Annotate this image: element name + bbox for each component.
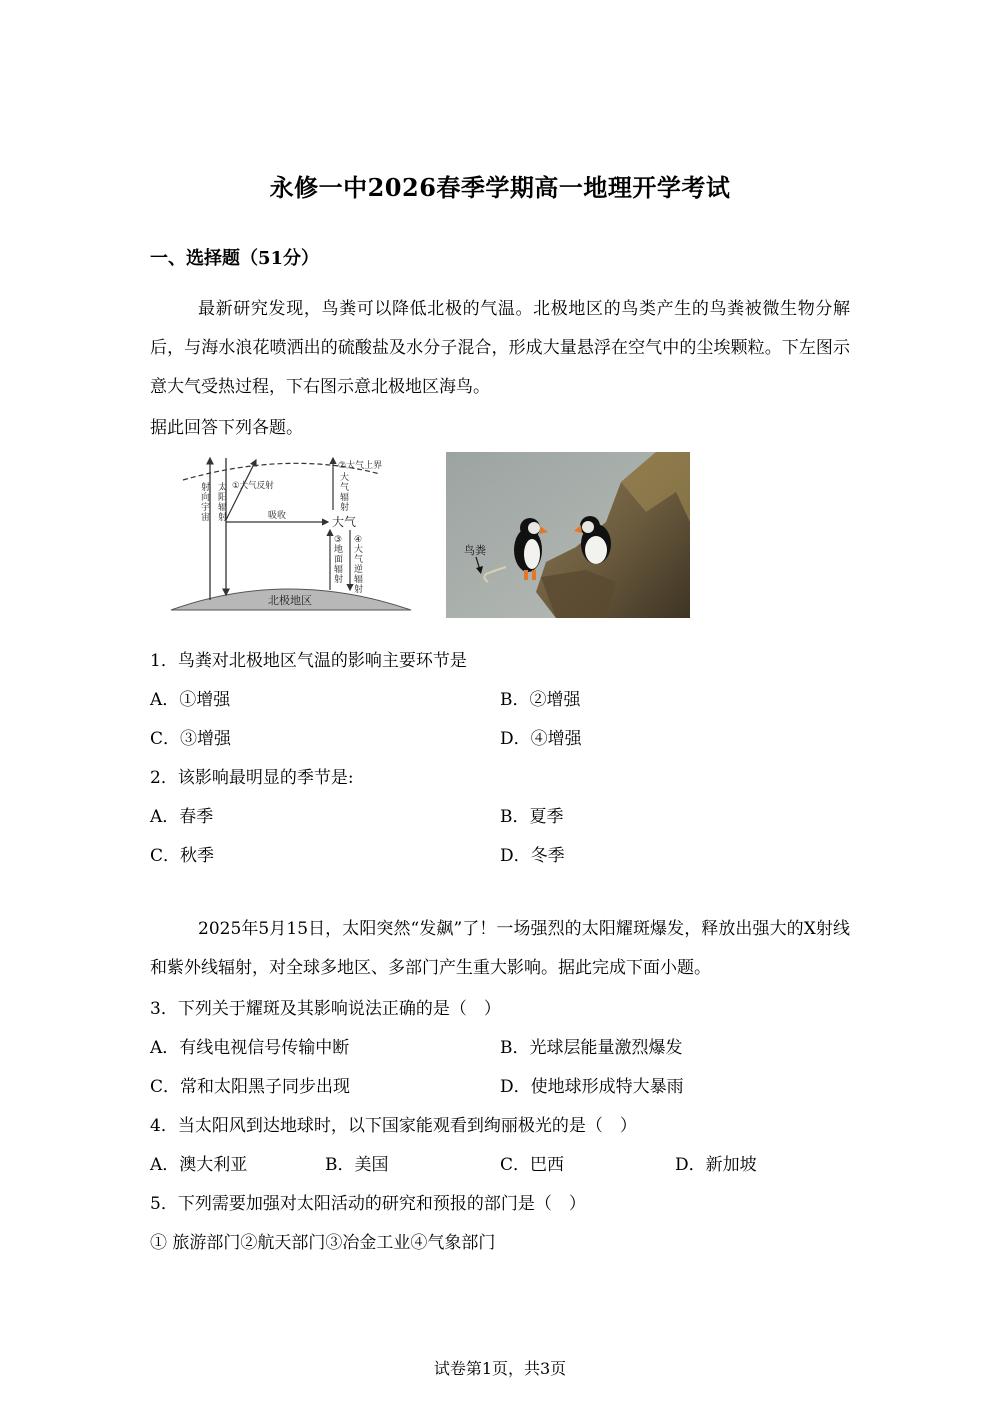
q4-option-c[interactable]: C．巴西 xyxy=(500,1155,565,1175)
q1-option-a[interactable]: A．①增强 xyxy=(150,690,231,710)
q2-option-a[interactable]: A．春季 xyxy=(150,807,214,827)
question-4-stem: 4．当太阳风到达地球时，以下国家能观看到绚丽极光的是（ ） xyxy=(150,1116,637,1136)
diagram-region-label: 北极地区 xyxy=(268,594,312,607)
atmosphere-heating-diagram xyxy=(168,450,413,616)
q3-option-b[interactable]: B．光球层能量激烈爆发 xyxy=(500,1038,683,1058)
diagram-counter-rad-label: ④ 大气逆辐射 xyxy=(354,535,364,595)
q1-option-b[interactable]: B．②增强 xyxy=(500,690,581,710)
q4-option-d[interactable]: D．新加坡 xyxy=(675,1155,757,1175)
diagram-absorb-label: 吸收 xyxy=(268,511,287,521)
page-title: 永修一中2026春季学期高一地理开学考试 xyxy=(269,173,731,202)
guano-label: 鸟粪 xyxy=(464,544,486,557)
q2-option-c[interactable]: C．秋季 xyxy=(150,846,215,866)
page-footer: 试卷第1页，共3页 xyxy=(433,1359,567,1378)
solar-flare-paragraph: 2025年5月15日，太阳突然“发飙”了！一场强烈的太阳耀斑爆发，释放出强大的X射线和紫外线辐射，对全球多地区、多部门产生重大影响。据此完成下面小题。 xyxy=(150,919,850,978)
q5-items: ① 旅游部门②航天部门③冶金工业④气象部门 xyxy=(150,1233,496,1253)
q3-option-d[interactable]: D．使地球形成特大暴雨 xyxy=(500,1077,684,1097)
question-3-stem: 3．下列关于耀斑及其影响说法正确的是（ ） xyxy=(150,999,501,1019)
diagram-top-label: ②大气上界 xyxy=(338,461,383,471)
diagram-reflect-label: ①大气反射 xyxy=(232,481,274,491)
instruction-text: 据此回答下列各题。 xyxy=(150,418,303,438)
question-5-stem: 5．下列需要加强对太阳活动的研究和预报的部门是（ ） xyxy=(150,1194,586,1214)
q3-option-c[interactable]: C．常和太阳黑子同步出现 xyxy=(150,1077,351,1097)
diagram-solar-label: 太阳辐射 xyxy=(218,483,228,523)
q2-option-b[interactable]: B．夏季 xyxy=(500,807,564,827)
section-heading: 一、选择题（51分） xyxy=(150,248,320,269)
q4-option-a[interactable]: A．澳大利亚 xyxy=(150,1155,248,1175)
diagram-space-label: 射向宇宙 xyxy=(201,483,211,523)
q1-option-c[interactable]: C．③增强 xyxy=(150,729,232,749)
diagram-atm-rad-label: 大气辐射 xyxy=(340,473,350,513)
question-1-stem: 1．鸟粪对北极地区气温的影响主要环节是 xyxy=(150,651,467,671)
diagram-ground-rad-label: ③ 地面辐射 xyxy=(334,535,344,585)
arctic-seabird-photo xyxy=(446,452,690,618)
intro-paragraph: 最新研究发现，鸟粪可以降低北极的气温。北极地区的鸟类产生的鸟粪被微生物分解后，与海水浪花喷洒出的硫酸盐及水分子混合，形成大量悬浮在空气中的尘埃颗粒。下左图示意大气受热过程，下右图示意北极地区海鸟。 xyxy=(150,299,850,397)
q2-option-d[interactable]: D．冬季 xyxy=(500,846,565,866)
q4-option-b[interactable]: B．美国 xyxy=(325,1155,389,1175)
q3-option-a[interactable]: A．有线电视信号传输中断 xyxy=(150,1038,350,1058)
question-2-stem: 2．该影响最明显的季节是: xyxy=(150,768,354,788)
q1-option-d[interactable]: D．④增强 xyxy=(500,729,582,749)
diagram-atmosphere-label: 大气 xyxy=(332,515,357,529)
